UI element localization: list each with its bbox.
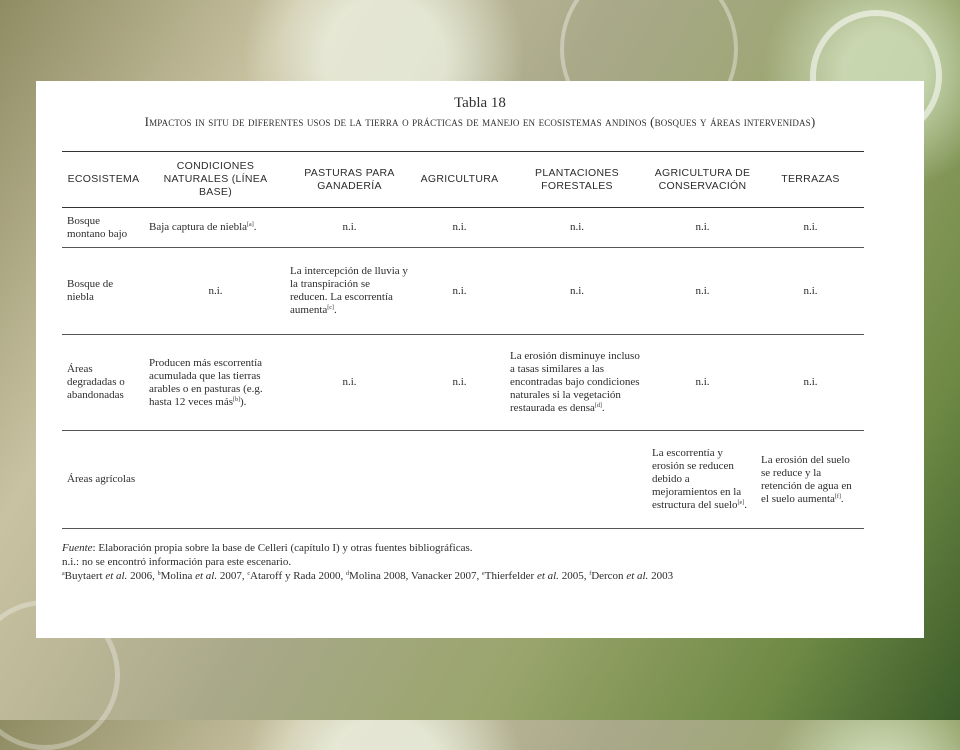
document-page bbox=[36, 81, 924, 638]
ref-year: 2007, bbox=[217, 570, 248, 582]
cell-text-end: ). bbox=[240, 395, 247, 408]
cell-pasturas: n.i. bbox=[286, 335, 413, 431]
cell-ecosistema: Bosque de niebla bbox=[62, 248, 145, 335]
ref-author: Thierfelder bbox=[484, 570, 537, 582]
cell-plantaciones bbox=[506, 335, 648, 431]
cell-condiciones bbox=[145, 208, 286, 248]
cell-text: La escorrentía y erosión se reducen debido a mejoramientos en la estructura del suelo bbox=[652, 447, 742, 511]
cell-agricultura: n.i. bbox=[413, 335, 506, 431]
source-label: Fuente bbox=[62, 542, 93, 554]
table-subtitle: Impactos in situ de diferentes usos de la tierra o prácticas de manejo en ecosistemas andinos (bosques y áreas intervenidas) bbox=[144, 114, 816, 129]
ref-etal: et al. bbox=[105, 570, 128, 582]
reference-marker: [e] bbox=[737, 500, 745, 506]
cell-conservacion: n.i. bbox=[648, 248, 757, 335]
cell-terrazas: n.i. bbox=[757, 335, 864, 431]
ref-year: 2006, bbox=[127, 570, 158, 582]
header-ecosistema: ECOSISTEMA bbox=[62, 152, 145, 208]
ref-etal: et al. bbox=[626, 570, 649, 582]
period: . bbox=[333, 304, 337, 316]
reference-marker: [c] bbox=[327, 305, 334, 311]
cell-pasturas: n.i. bbox=[286, 208, 413, 248]
ref-letter: a bbox=[62, 571, 65, 577]
cell-agricultura: n.i. bbox=[413, 248, 506, 335]
ref-year: 2005, bbox=[558, 570, 590, 582]
header-pasturas: PASTURAS PARA GANADERÍA bbox=[286, 152, 413, 208]
cell-condiciones bbox=[145, 335, 286, 431]
reference-marker: [a] bbox=[247, 222, 254, 228]
table-row bbox=[62, 431, 864, 529]
ref-letter: e bbox=[482, 571, 485, 577]
cell-agricultura bbox=[413, 431, 506, 529]
cell-condiciones: n.i. bbox=[145, 248, 286, 335]
cell-pasturas bbox=[286, 248, 413, 335]
ref-letter: b bbox=[157, 571, 161, 577]
period: . bbox=[601, 402, 605, 414]
ref-year: 2003 bbox=[648, 570, 674, 582]
header-agricultura-conservacion: AGRICULTURA DE CONSERVACIÓN bbox=[648, 152, 757, 208]
table-row bbox=[62, 248, 864, 335]
impacts-table bbox=[62, 151, 864, 529]
cell-text: La erosión del suelo se reduce y la retención de agua en el suelo aumenta bbox=[761, 453, 852, 505]
table-header-row bbox=[62, 152, 864, 208]
ref-text: Ataroff y Rada 2000, bbox=[250, 570, 347, 582]
cell-conservacion: n.i. bbox=[648, 335, 757, 431]
ni-note: n.i.: no se encontró información para este escenario. bbox=[62, 556, 292, 568]
cell-agricultura: n.i. bbox=[413, 208, 506, 248]
source-note bbox=[62, 541, 882, 555]
source-text: : Elaboración propia sobre la base de Celleri (capítulo I) y otras fuentes bibliográficas. bbox=[92, 542, 473, 554]
header-condiciones-naturales: CONDICIONES NATURALES (LÍNEA BASE) bbox=[145, 152, 286, 208]
cell-text: La erosión disminuye incluso a tasas similares a las encontradas bajo condiciones naturales si la vegetación restaurada es densa bbox=[510, 350, 640, 414]
cell-ecosistema: Áreas degradadas o abandonadas bbox=[62, 335, 145, 431]
reference-marker: [d] bbox=[594, 403, 602, 409]
cell-terrazas: n.i. bbox=[757, 248, 864, 335]
table-title: Tabla 18 bbox=[454, 95, 506, 111]
table-row bbox=[62, 335, 864, 431]
table-row bbox=[62, 208, 864, 248]
cell-terrazas bbox=[757, 431, 864, 529]
cell-text: Producen más escorrentía acumulada que las tierras arables o en pasturas (e.g. hasta 12 veces más bbox=[149, 356, 263, 408]
cell-conservacion bbox=[648, 431, 757, 529]
period: . bbox=[840, 492, 844, 505]
cell-plantaciones bbox=[506, 431, 648, 529]
cell-plantaciones: n.i. bbox=[506, 208, 648, 248]
table-notes bbox=[62, 541, 882, 583]
header-agricultura: AGRICULTURA bbox=[413, 152, 506, 208]
ref-letter: d bbox=[346, 571, 350, 577]
ref-text: Molina 2008, Vanacker 2007, bbox=[349, 570, 483, 582]
period: . bbox=[253, 221, 257, 233]
cell-text: Baja captura de niebla bbox=[149, 221, 248, 233]
cell-ecosistema: Áreas agrícolas bbox=[62, 431, 145, 529]
ref-author: Molina bbox=[160, 570, 196, 582]
ref-etal: et al. bbox=[195, 570, 218, 582]
reference-marker: [b] bbox=[233, 396, 240, 403]
ref-author: Buytaert bbox=[64, 570, 106, 582]
cell-ecosistema: Bosque montano bajo bbox=[62, 208, 145, 248]
reference-marker: [f] bbox=[834, 493, 841, 500]
cell-pasturas bbox=[286, 431, 413, 529]
ref-author: Dercon bbox=[591, 570, 627, 582]
header-plantaciones-forestales: PLANTACIONES FORESTALES bbox=[506, 152, 648, 208]
cell-plantaciones: n.i. bbox=[506, 248, 648, 335]
header-terrazas: TERRAZAS bbox=[757, 152, 864, 208]
cell-text: La intercepción de lluvia y la transpiración se reducen. La escorrentía aumenta bbox=[290, 265, 408, 316]
references-note bbox=[62, 569, 882, 583]
cell-condiciones bbox=[145, 431, 286, 529]
ref-etal: et al. bbox=[536, 570, 559, 582]
period: . bbox=[744, 499, 747, 511]
ref-letter: c bbox=[247, 571, 251, 577]
cell-terrazas: n.i. bbox=[757, 208, 864, 248]
ref-letter: f bbox=[589, 571, 592, 577]
cell-conservacion: n.i. bbox=[648, 208, 757, 248]
